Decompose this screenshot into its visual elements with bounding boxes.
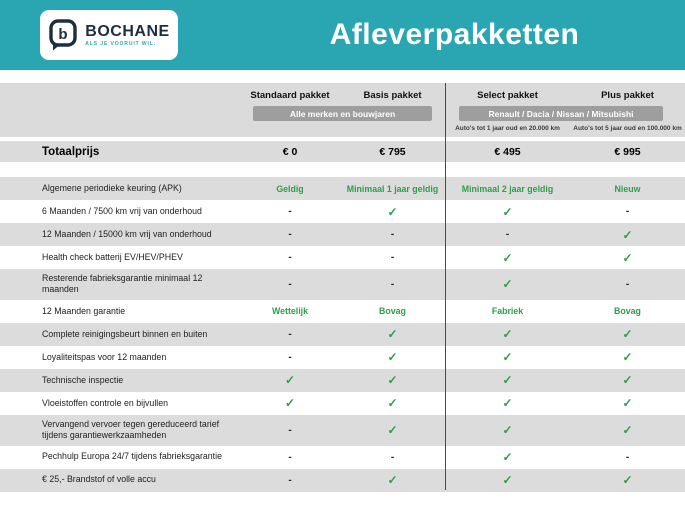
check-icon: ✓ — [284, 396, 296, 411]
feature-label: Algemene periodieke keuring (APK) — [42, 182, 182, 193]
badge-brands: Renault / Dacia / Nissan / Mitsubishi — [459, 106, 663, 121]
feature-label: Technische inspectie — [42, 374, 124, 385]
feature-row — [0, 446, 685, 469]
check-icon: ✓ — [502, 277, 513, 292]
check-icon: ✓ — [387, 373, 398, 388]
check-icon: ✓ — [622, 396, 633, 411]
check-icon: ✓ — [502, 396, 513, 411]
check-icon: ✓ — [502, 473, 513, 488]
check-icon: ✓ — [502, 250, 513, 265]
check-icon: ✓ — [284, 373, 296, 388]
svg-text:b: b — [58, 26, 68, 43]
check-icon: ✓ — [622, 350, 633, 365]
logo-text — [85, 24, 169, 47]
page-title: Afleverpakketten — [329, 18, 580, 51]
check-icon: ✓ — [387, 423, 398, 438]
check-icon: ✓ — [622, 227, 633, 242]
feature-row — [0, 246, 685, 269]
package-name-select: Select pakket — [477, 90, 538, 101]
check-icon: ✓ — [502, 204, 513, 219]
feature-row — [0, 269, 685, 300]
vertical-divider — [445, 83, 446, 490]
package-subtitles-row — [0, 124, 685, 133]
dash-mark: - — [288, 424, 292, 436]
dash-mark: - — [625, 451, 630, 463]
feature-label: 12 Maanden garantie — [42, 305, 126, 316]
dash-mark: - — [625, 278, 630, 290]
top-banner — [0, 0, 685, 70]
check-icon: ✓ — [387, 204, 398, 219]
feature-table — [0, 177, 685, 492]
feature-value: Nieuw — [614, 183, 641, 194]
price-basis: € 795 — [379, 145, 406, 158]
price-plus: € 995 — [614, 145, 641, 158]
feature-label: 12 Maanden / 15000 km vrij van onderhoud — [42, 228, 212, 239]
feature-row — [0, 223, 685, 246]
dash-mark: - — [625, 206, 630, 217]
feature-row — [0, 200, 685, 223]
feature-row — [0, 346, 685, 369]
spacer — [0, 162, 685, 177]
feature-label: 6 Maanden / 7500 km vrij van onderhoud — [42, 205, 202, 216]
feature-label: € 25,- Brandstof of volle accu — [42, 474, 156, 485]
feature-row — [0, 369, 685, 392]
feature-label: Vloeistoffen controle en bijvullen — [42, 397, 169, 408]
total-price-label: Totaalprijs — [42, 145, 100, 158]
package-subtitle-plus: Auto's tot 5 jaar oud en 100.000 km — [573, 125, 682, 132]
check-icon: ✓ — [622, 373, 633, 388]
dash-mark: - — [390, 278, 395, 290]
feature-value: Wettelijk — [271, 306, 308, 317]
feature-row — [0, 323, 685, 346]
dash-mark: - — [288, 451, 292, 463]
check-icon: ✓ — [502, 350, 513, 365]
dash-mark: - — [288, 252, 292, 263]
check-icon: ✓ — [387, 327, 398, 342]
price-select: € 495 — [494, 145, 521, 158]
feature-label: Loyaliteitspas voor 12 maanden — [42, 351, 167, 362]
package-name-basis: Basis pakket — [363, 90, 422, 101]
feature-value: Minimaal 2 jaar geldig — [461, 183, 554, 194]
package-name-plus: Plus pakket — [601, 90, 654, 101]
spacer — [0, 70, 685, 83]
check-icon: ✓ — [387, 473, 398, 488]
dash-mark: - — [390, 229, 395, 240]
bochane-logo — [40, 10, 178, 60]
check-icon: ✓ — [502, 327, 513, 342]
check-icon: ✓ — [502, 423, 513, 438]
feature-value: Bovag — [379, 306, 406, 317]
feature-row — [0, 300, 685, 323]
dash-mark: - — [288, 206, 292, 217]
dash-mark: - — [288, 328, 292, 340]
feature-value: Fabriek — [491, 306, 524, 317]
dash-mark: - — [505, 229, 510, 240]
check-icon: ✓ — [387, 396, 398, 411]
package-subtitle-select: Auto's tot 1 jaar oud en 20.000 km — [455, 125, 560, 132]
dash-mark: - — [288, 474, 292, 486]
feature-row — [0, 392, 685, 415]
logo-brand-text: BOCHANE — [85, 22, 170, 40]
feature-value: Minimaal 1 jaar geldig — [346, 183, 439, 194]
feature-value: Geldig — [276, 183, 304, 194]
package-name-standaard: Standaard pakket — [250, 90, 330, 101]
check-icon: ✓ — [622, 250, 633, 265]
total-price-row — [0, 141, 685, 162]
dash-mark: - — [288, 229, 292, 240]
package-names-row — [0, 90, 685, 101]
feature-label: Vervangend vervoer tegen gereduceerd tarief tijdens garantiewerkzaamheden — [42, 418, 220, 441]
feature-label: Complete reinigingsbeurt binnen en buiten — [42, 328, 208, 339]
dash-mark: - — [390, 451, 395, 463]
feature-value: Bovag — [614, 306, 641, 317]
feature-row — [0, 177, 685, 200]
price-standaard: € 0 — [282, 145, 298, 158]
bochane-b-icon — [48, 19, 78, 51]
feature-label: Health check batterij EV/HEV/PHEV — [42, 251, 183, 262]
feature-label: Pechhulp Europa 24/7 tijdens fabrieksgarantie — [42, 451, 222, 462]
check-icon: ✓ — [387, 350, 398, 365]
package-badges-row — [0, 106, 685, 121]
dash-mark: - — [390, 252, 395, 263]
package-header — [0, 83, 685, 137]
logo-tagline-text: ALS JE VOORUIT WIL. — [85, 40, 157, 47]
dash-mark: - — [288, 278, 292, 290]
check-icon: ✓ — [622, 327, 633, 342]
feature-row — [0, 469, 685, 492]
feature-row — [0, 415, 685, 446]
check-icon: ✓ — [502, 373, 513, 388]
dash-mark: - — [288, 351, 292, 363]
badge-alle-merken: Alle merken en bouwjaren — [253, 106, 432, 121]
check-icon: ✓ — [502, 450, 513, 465]
feature-label: Resterende fabrieksgarantie minimaal 12 maanden — [42, 273, 203, 295]
check-icon: ✓ — [622, 423, 633, 438]
check-icon: ✓ — [622, 473, 633, 488]
